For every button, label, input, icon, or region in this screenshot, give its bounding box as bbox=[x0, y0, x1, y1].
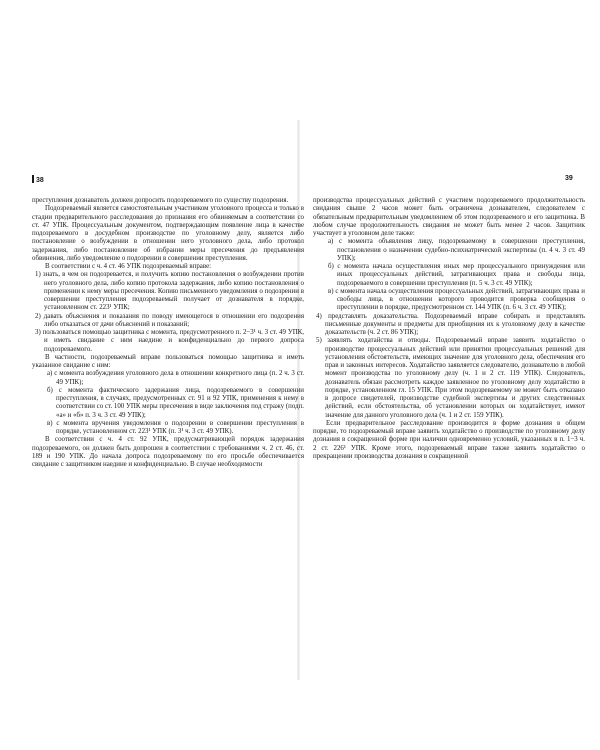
page-number-right: 39 bbox=[565, 175, 573, 182]
paragraph: преступления дознаватель должен допросить подозреваемого по существу подозрения. bbox=[32, 197, 289, 204]
paragraph: 5) заявлять ходатайства и отводы. Подозреваемый вправе заявить ходатайство о производстве процессуальных действий или принятии процессуальных решений для установления обстоятельств, имеющих значение для уголовного дела, обеспечения его прав и законных интересов. Ходатайство заявляется следователю, дознавателю в любой момент производства по уголовному делу (ч. 1 и 2 ст. 119 УПК). Следователь, дознаватель обязан рассмотреть каждое заявленное по уголовному делу ходатайство в порядке, установленном гл. 15 УПК. При этом подозреваемому не может быть отказано в допросе свидетелей, производстве судебной экспертизы и других следственных действий, если обстоятельства, об установлении которых он ходатайствует, имеют значение для данного уголовного дела (ч. 1 и 2 ст. 159 УПК). bbox=[316, 337, 585, 419]
paragraph: В соответствии с ч. 4 ст. 46 УПК подозреваемый вправе: bbox=[45, 263, 212, 270]
paragraph: в) с момента вручения уведомления о подозрении в совершении преступления в порядке, установленном ст. 223¹ УПК (п. 3¹ ч. 3 ст. 49 УПК). bbox=[47, 419, 304, 435]
paragraph: 1) знать, в чем он подозревается, и получить копию постановления о возбуждении против него уголовного дела, либо копию протокола задержания, либо копию постановления о применении к нему меры пресечения. Копию письменного уведомления о подозрении в совершении преступления подозреваемый получает от дознавателя в порядке, установленном ст. 223¹ УПК; bbox=[35, 271, 304, 312]
paragraph: 4) представлять доказательства. Подозреваемый вправе собирать и представлять письменные документы и предметы для приобщения их к уголовному делу в качестве доказательств (ч. 2 ст. 86 УПК); bbox=[316, 312, 585, 336]
paragraph: а) с момента возбуждения уголовного дела в отношении конкретного лица (п. 2 ч. 3 ст. 49 УПК); bbox=[47, 370, 304, 386]
paragraph: Подозреваемый является самостоятельным участником уголовного процесса и только в стадии предварительного расследования до признания его обвиняемым в соответствии со ст. 47 УПК. Процессуальным документом, подтверждающим появление лица в качестве подозреваемого в досудебном производстве по уголовному делу, является либо постановление о возбуждении в отношении него уголовного дела, либо протокол задержания, либо постановление об избрании меры пресечения до предъявления обвинения, либо уведомление о подозрении в совершении преступления. bbox=[32, 205, 304, 262]
left-page-text bbox=[32, 197, 304, 469]
paragraph: Если предварительное расследование производится в форме дознания в общем порядке, то подозреваемый вправе заявить ходатайство о производстве по уголовному делу дознания в сокращенной форме при наличии одновременно условий, указанных в п. 1−3 ч. 2 ст. 226¹ УПК. Кроме этого, подозреваемый вправе также заявить ходатайство о прекращении производства дознания в сокращенной bbox=[313, 419, 585, 460]
paragraph: В частности, подозреваемый вправе пользоваться помощью защитника и иметь указанное свидание с ним: bbox=[32, 353, 304, 369]
left-page bbox=[32, 175, 304, 469]
right-page bbox=[313, 175, 585, 461]
paragraph: 3) пользоваться помощью защитника с момента, предусмотренного п. 2−3¹ ч. 3 ст. 49 УПК, и иметь свидание с ним наедине и конфиденциально до первого допроса подозреваемого. bbox=[35, 329, 304, 353]
paragraph: б) с момента фактического задержания лица, подозреваемого в совершении преступления, в случаях, предусмотренных ст. 91 и 92 УПК, применения к нему в соответствии со ст. 100 УПК меры пресечения в виде заключения под стражу (подп. «а» и «б» п. 3 ч. 3 ст. 49 УПК); bbox=[47, 386, 304, 419]
paragraph: производства процессуальных действий с участием подозреваемого продолжительность свидания свыше 2 часов может быть ограничена дознавателем, следователем с обязательным предварительным уведомлением об этом подозреваемого и его защитника. В любом случае продолжительность свидания не может быть менее 2 часов. Защитник участвует в уголовном деле также: bbox=[313, 197, 585, 237]
page-number-left: 38 bbox=[32, 175, 44, 184]
paragraph: 2) давать объяснения и показания по поводу имеющегося в отношении его подозрения либо отказаться от дачи объяснений и показаний; bbox=[35, 312, 304, 328]
paragraph: В соответствии с ч. 4 ст. 92 УПК, предусматривающей порядок задержания подозреваемого, он должен быть допрошен в соответствии с требованиями ч. 2 ст. 46, ст. 189 и 190 УПК. До начала допроса подозреваемому по его просьбе обеспечивается свидание с защитником наедине и конфиденциально. В случае необходимости bbox=[32, 436, 304, 468]
paragraph: в) с момента начала осуществления процессуальных действий, затрагивающих права и свободы лица, в отношении которого проводится проверка сообщения о преступлении в порядке, предусмотренном ст. 144 УПК (п. 6 ч. 3 ст. 49 УПК); bbox=[328, 287, 585, 312]
right-page-text bbox=[313, 197, 585, 461]
paragraph: а) с момента объявления лицу, подозреваемому в совершении преступления, постановления о назначении судебно-психиатрической экспертизы (п. 4 ч. 3 ст. 49 УПК); bbox=[328, 238, 585, 262]
paragraph: б) с момента начала осуществления иных мер процессуального принуждения или иных процессуальных действий, затрагивающих права и свободы лица, подозреваемого в совершении преступления (п. 5 ч. 3 ст. 49 УПК); bbox=[328, 263, 585, 287]
